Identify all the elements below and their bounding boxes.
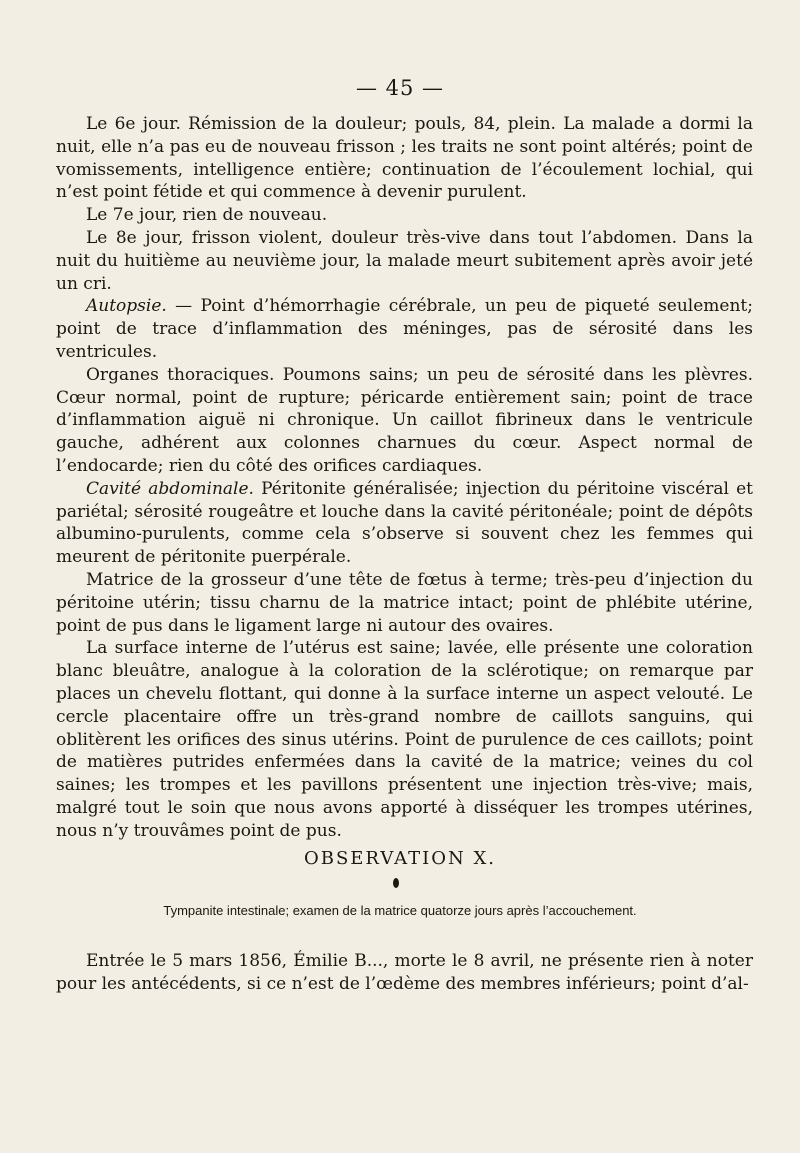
paragraph-cavite-abdominale <box>56 478 753 569</box>
page-number: — 45 — <box>355 76 445 100</box>
cavite-text: Péritonite généralisée; injection du péritoine viscéral et pariétal; sérosité rougeâtre et louche dans la cavité péritonéale; point de dépôts albumino-purulents, comme cela s’observe si souvent chez les femmes qui meurent de péritonite puerpérale. <box>56 478 753 568</box>
paragraph-entree: Entrée le 5 mars 1856, Émilie B..., morte le 8 avril, ne présente rien à noter pour les antécédents, si ce n’est de l’œdème des membres inférieurs; point d’al- <box>56 951 753 994</box>
main-text <box>56 113 753 843</box>
autopsie-label: Autopsie. <box>86 296 167 317</box>
paragraph-day-7: Le 7e jour, rien de nouveau. <box>86 205 328 226</box>
paragraph-matrice: Matrice de la grosseur d’une tête de fœtus à terme; très-peu d’injection du péritoine utérin; tissu charnu de la matrice intact; point de phlébite utérine, point de pus dans le ligament large ni autour des ovaires. <box>56 569 753 636</box>
observation-subtitle: Tympanite intestinale; examen de la matrice quatorze jours après l’accouchement. <box>163 903 637 918</box>
paragraph-surface-interne: La surface interne de l’utérus est saine; lavée, elle présente une coloration blanc bleuâtre, analogue à la coloration de la sclérotique; on remarque par places un chevelu flottant, qui donne à la surface interne un aspect velouté. Le cercle placentaire offre un très-grand nombre de caillots sanguins, qui oblitèrent les orifices des sinus utérins. Point de purulence de ces caillots; point de matières putrides enfermées dans la cavité de la matrice; veines du col saines; les trompes et les pavillons présentent une injection très-vive; mais, malgré tout le soin que nous avons apporté à disséquer les trompes utérines, nous n’y trouvâmes point de pus. <box>56 638 753 841</box>
paragraph-organes-thoraciques: Organes thoraciques. Poumons sains; un peu de sérosité dans les plèvres. Cœur normal, point de rupture; péricarde entièrement sain; point de trace d’inflammation aiguë ni chronique. Un caillot fibrineux dans le ventricule gauche, adhérent aux colonnes charnues du cœur. Aspect normal de l’endocarde; rien du côté des orifices cardiaques. <box>56 364 753 476</box>
observation-title: OBSERVATION X. <box>303 848 497 869</box>
observation-text <box>56 950 753 996</box>
paragraph-autopsie <box>56 295 753 363</box>
cavite-label: Cavité abdominale. <box>86 478 254 499</box>
paragraph-day-6: Le 6e jour. Rémission de la douleur; pouls, 84, plein. La malade a dormi la nuit, elle n’a pas eu de nouveau frisson ; les traits ne sont point altérés; point de vomissements, intelligence entière; continuation de l’écoulement lochial, qui n’est point fétide et qui commence à devenir purulent. <box>56 114 753 203</box>
ornament-mark <box>393 878 399 888</box>
autopsie-text: — Point d’hémorrhagie cérébrale, un peu de piqueté seulement; point de trace d’inflammation des méninges, pas de sérosité dans les ventricules. <box>56 296 753 362</box>
paragraph-day-8: Le 8e jour, frisson violent, douleur très-vive dans tout l’abdomen. Dans la nuit du huitième au neuvième jour, la malade meurt subitement après avoir jeté un cri. <box>56 227 753 294</box>
